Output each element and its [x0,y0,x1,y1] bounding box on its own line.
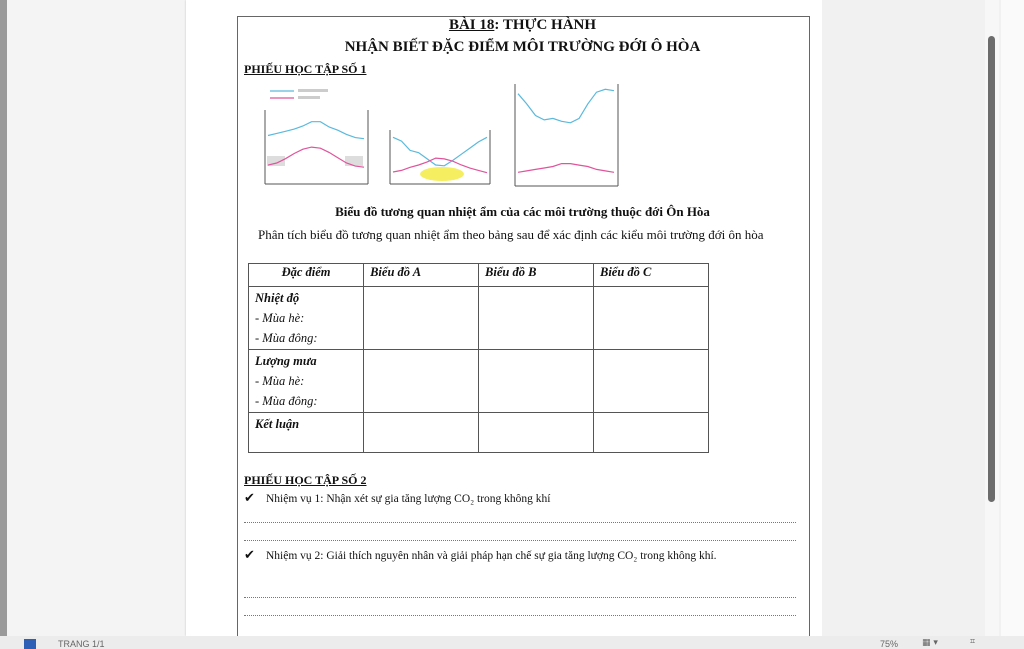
answer-cell[interactable] [479,413,594,453]
page-indicator[interactable]: TRANG 1/1 [58,639,105,649]
rainfall-summer: - Mùa hè: [255,374,305,388]
temperature-cell [249,287,364,350]
analysis-table [248,263,709,453]
climate-charts [250,78,640,200]
lesson-number: BÀI 18 [448,17,495,33]
zoom-level[interactable]: 75% [880,639,899,649]
worksheet2-heading: PHIẾU HỌC TẬP SỐ 2 [244,473,367,487]
answer-line[interactable] [244,540,796,541]
chart-a [265,89,368,184]
legend-temp-label [298,96,320,99]
rainfall-cell [249,350,364,413]
table-row-conclusion [249,413,709,453]
task-2 [244,548,796,564]
instruction-text: Phân tích biểu đồ tương quan nhiệt ẩm theo bảng sau để xác định các kiểu môi trường đới ôn hòa [258,227,764,242]
chart-caption: Biểu đồ tương quan nhiệt ẩm của các môi trường thuộc đới Ôn Hòa [335,204,710,219]
table-row-temperature [249,287,709,350]
answer-cell[interactable] [479,350,594,413]
task-1 [244,491,796,507]
table-header-row [249,264,709,287]
temperature-label: Nhiệt độ [255,291,300,305]
task-1-text: Nhiệm vụ 1: Nhận xét sự gia tăng lượng CO₂ trong không khí [266,493,551,505]
answer-cell[interactable] [364,350,479,413]
left-panel [0,0,186,636]
answer-line[interactable] [244,522,796,523]
scrollbar-thumb[interactable] [988,36,995,502]
header-feature: Đặc điểm [249,264,364,287]
status-bar [0,636,1024,649]
chart-c-temp-line [518,164,614,173]
temperature-summer: - Mùa hè: [255,311,305,325]
header-chart-b: Biểu đồ B [479,264,594,287]
answer-cell[interactable] [594,350,709,413]
chart-c-rain-line [518,89,614,123]
season-box-right [345,156,363,166]
rainfall-label: Lượng mưa [255,354,317,368]
lesson-title: : THỰC HÀNH [494,17,597,33]
table-row-rainfall [249,350,709,413]
answer-line[interactable] [244,615,796,616]
answer-cell[interactable] [364,287,479,350]
answer-cell[interactable] [594,287,709,350]
view-mode-icon[interactable]: ▦ ▾ [922,638,938,648]
word-app-icon [24,639,36,649]
chart-b-rain-line [393,137,487,166]
document-title-line1 [237,17,808,34]
conclusion-label: Kết luận [255,417,300,431]
hot-dry-highlight [420,167,464,181]
rainfall-winter: - Mùa đông: [255,394,318,408]
answer-cell[interactable] [594,413,709,453]
chart-b [390,130,490,184]
task-2-text: Nhiệm vụ 2: Giải thích nguyên nhân và giải pháp hạn chế sự gia tăng lượng CO₂ trong không khí. [266,550,717,562]
legend-rain-label [298,89,328,92]
answer-cell[interactable] [479,287,594,350]
checkmark-icon: ✔ [244,548,255,563]
checkmark-icon: ✔ [244,491,255,506]
chart-c [515,84,618,186]
left-window-edge [0,0,7,636]
worksheet1-heading: PHIẾU HỌC TẬP SỐ 1 [244,62,367,76]
header-chart-c: Biểu đồ C [594,264,709,287]
fit-page-icon[interactable]: ⌗ [970,637,976,647]
chart-a-rain-line [268,122,364,139]
conclusion-cell [249,413,364,453]
temperature-winter: - Mùa đông: [255,331,318,345]
document-title-line2: NHẬN BIẾT ĐẶC ĐIỂM MÔI TRƯỜNG ĐỚI Ô HÒA [344,39,701,55]
answer-cell[interactable] [364,413,479,453]
header-chart-a: Biểu đồ A [364,264,479,287]
answer-line[interactable] [244,597,796,598]
right-edge [1001,0,1024,636]
